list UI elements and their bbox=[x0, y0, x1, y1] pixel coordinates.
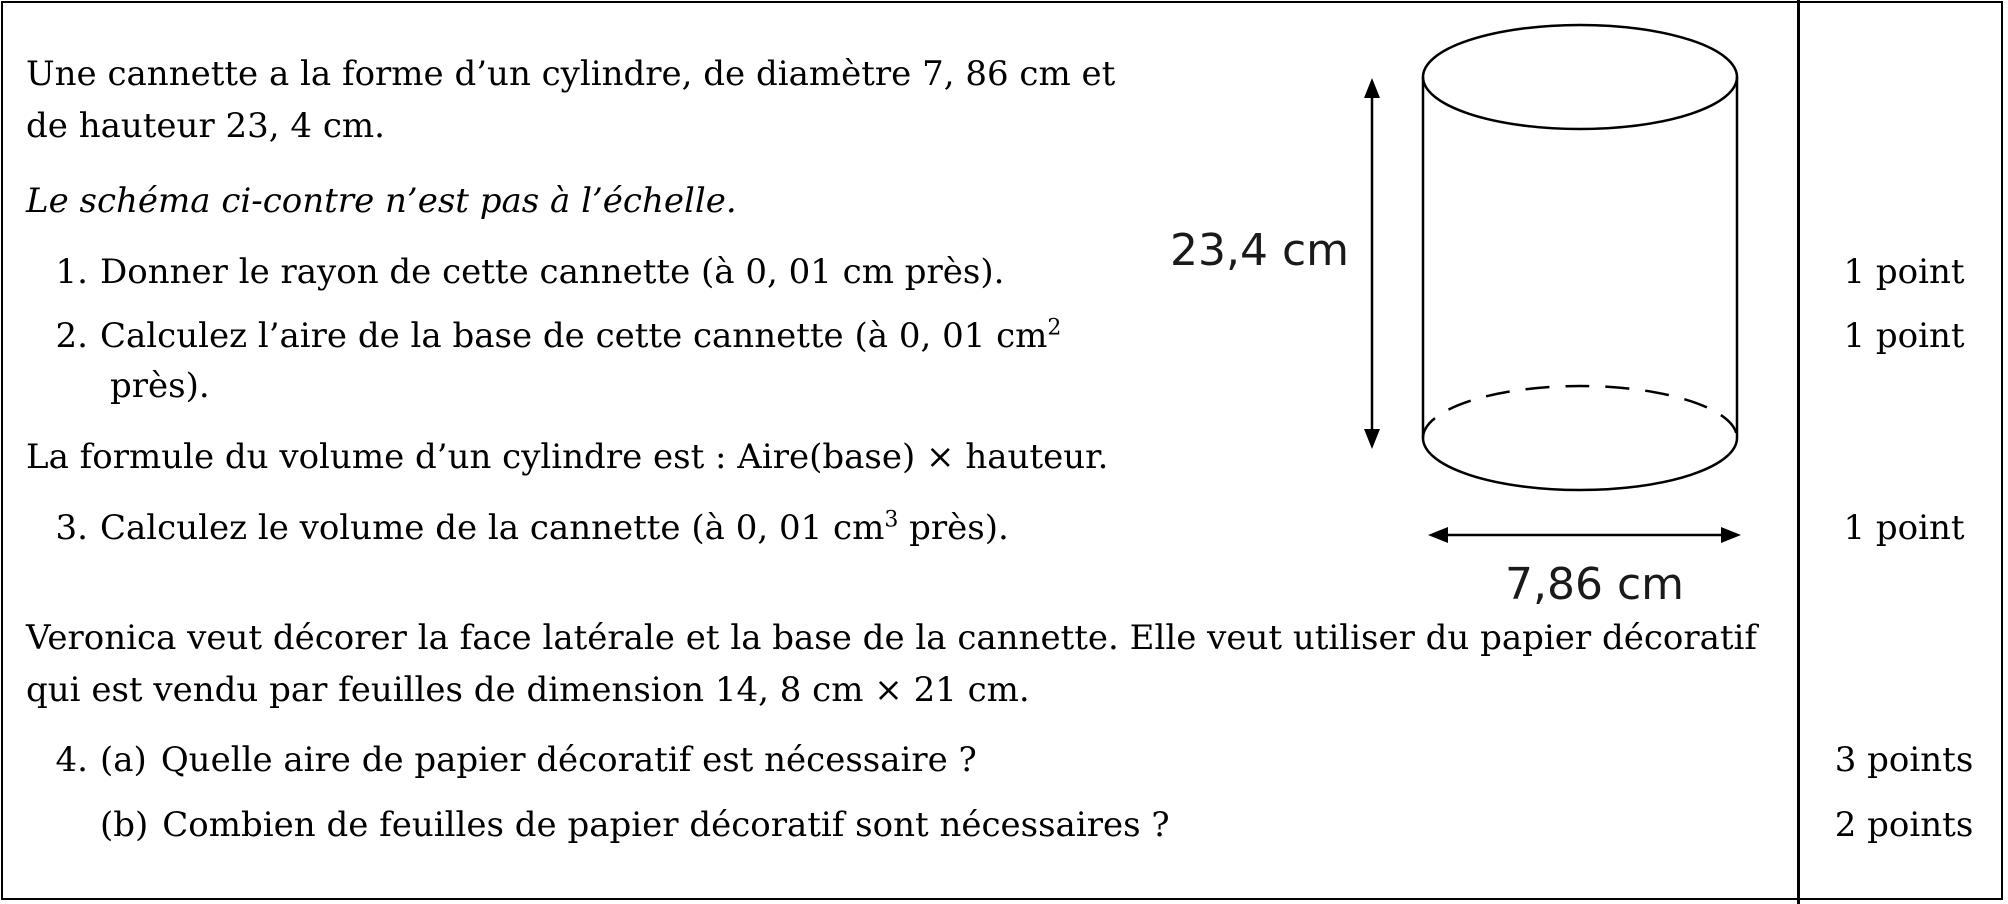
height-arrowhead-bottom bbox=[1364, 429, 1380, 449]
question-2 bbox=[44, 316, 1061, 357]
paragraph-line-2: qui est vendu par feuilles de dimension 14, 8 cm × 21 cm. bbox=[26, 670, 1030, 710]
cylinder-figure bbox=[1140, 20, 1760, 620]
height-arrowhead-top bbox=[1364, 78, 1380, 98]
question-3 bbox=[44, 508, 1009, 549]
diameter-label: 7,86 cm bbox=[1505, 559, 1685, 610]
question-3-exponent: 3 bbox=[884, 507, 899, 533]
points-question-4b: 2 points bbox=[1834, 805, 1974, 845]
question-2-exponent: 2 bbox=[1047, 315, 1062, 341]
question-3-text-end: près). bbox=[898, 508, 1009, 548]
question-4b-text: Combien de feuilles de papier décoratif sont nécessaires ? bbox=[162, 805, 1170, 845]
points-question-3: 1 point bbox=[1843, 508, 1965, 548]
points-question-1: 1 point bbox=[1843, 252, 1965, 292]
question-2-continuation: près). bbox=[110, 366, 210, 406]
intro-line-1: Une cannette a la forme d’un cylindre, de diamètre 7, 86 cm et bbox=[26, 54, 1116, 94]
question-2-number: 2. bbox=[55, 316, 88, 356]
intro-line-2: de hauteur 23, 4 cm. bbox=[26, 106, 385, 146]
diameter-arrowhead-right bbox=[1721, 527, 1741, 543]
question-1-text: Donner le rayon de cette cannette (à 0, 01 cm près). bbox=[100, 252, 1005, 292]
question-4b-label: (b) bbox=[100, 805, 149, 845]
cylinder-bottom-hidden-edge bbox=[1423, 386, 1737, 438]
question-4b bbox=[100, 805, 1170, 846]
cylinder-top-ellipse bbox=[1423, 25, 1737, 129]
diameter-arrowhead-left bbox=[1428, 527, 1448, 543]
question-2-text: Calculez l’aire de la base de cette cannette (à 0, 01 cm bbox=[100, 316, 1048, 356]
volume-formula: La formule du volume d’un cylindre est : Aire(base) × hauteur. bbox=[26, 437, 1109, 477]
question-1 bbox=[44, 252, 1004, 293]
question-4a-text: Quelle aire de papier décoratif est nécessaire ? bbox=[160, 740, 977, 780]
points-question-4a: 3 points bbox=[1834, 740, 1974, 780]
question-3-number: 3. bbox=[55, 508, 88, 548]
points-question-2: 1 point bbox=[1843, 316, 1965, 356]
question-4a-label: (a) bbox=[100, 740, 147, 780]
height-label: 23,4 cm bbox=[1170, 225, 1350, 276]
question-3-text: Calculez le volume de la cannette (à 0, 01 cm bbox=[100, 508, 885, 548]
paragraph-line-1: Veronica veut décorer la face latérale et la base de la cannette. Elle veut utiliser du papier décoratif bbox=[26, 618, 1757, 658]
question-4a bbox=[44, 740, 977, 781]
question-4-number: 4. bbox=[55, 740, 88, 780]
cylinder-bottom-visible-edge bbox=[1423, 438, 1737, 490]
question-1-number: 1. bbox=[55, 252, 88, 292]
scale-note: Le schéma ci-contre n’est pas à l’échelle. bbox=[26, 181, 737, 221]
